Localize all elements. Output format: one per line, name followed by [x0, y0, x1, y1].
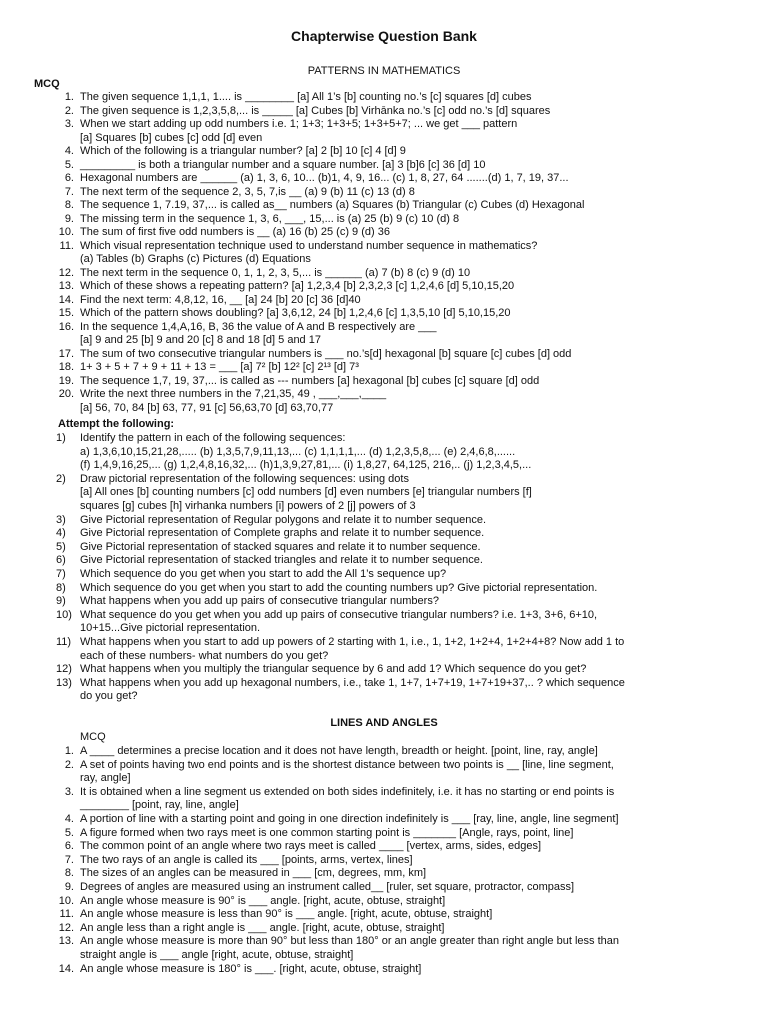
question-number: 2.: [64, 758, 74, 771]
question-number: 8.: [64, 199, 74, 211]
question-text: Which sequence do you get when you start to add the counting numbers up? Give pictorial representation.: [80, 581, 598, 594]
question-number: 12.: [58, 266, 74, 279]
question-number: 13.: [58, 280, 74, 292]
question-text: The given sequence is 1,2,3,5,8,... is _____ [a] Cubes [b] Virhānka no.’s [c] odd no.’s [d] squares: [80, 104, 551, 117]
question-text: Give Pictorial representation of stacked squares and relate it to number sequence.: [80, 540, 481, 553]
section-heading-patterns: PATTERNS IN MATHEMATICS: [307, 65, 461, 77]
question-text: An angle less than a right angle is ___ angle. [right, acute, obtuse, straight]: [80, 921, 445, 934]
question-text: Identify the pattern in each of the following sequences:: [80, 432, 346, 444]
question-number: 18.: [58, 361, 74, 373]
question-text: Hexagonal numbers are ______ (a) 1, 3, 6, 10... (b)1, 4, 9, 16... (c) 1, 8, 27, 64 .......(d) 1, 7, 19, 37...: [80, 172, 569, 184]
question-number: 8): [56, 581, 66, 594]
question-text: ray, angle]: [80, 772, 131, 785]
question-text: The next term in the sequence 0, 1, 1, 2, 3, 5,... is ______ (a) 7 (b) 8 (c) 9 (d) 10: [80, 266, 471, 279]
question-text: Give Pictorial representation of stacked triangles and relate it to number sequence.: [80, 554, 483, 567]
question-number: 2): [56, 472, 66, 485]
question-text: What sequence do you get when you add up pairs of consecutive triangular numbers? i.e. 1+3, 3+6, 6+10,: [80, 608, 598, 621]
question-number: 4): [56, 527, 66, 540]
question-text: The sequence 1,7, 19, 37,... is called as --- numbers [a] hexagonal [b] cubes [c] square [d] odd: [80, 374, 540, 387]
question-number: 12.: [58, 921, 74, 934]
question-text: straight angle is ___ angle [right, acute, obtuse, straight]: [80, 949, 354, 961]
question-text: An angle whose measure is more than 90° but less than 180° or an angle greater than right angle but less than: [80, 935, 619, 948]
question-number: 11.: [59, 239, 74, 252]
question-text: A set of points having two end points and is the shortest distance between two points is __ [line, line segment,: [80, 758, 614, 771]
question-text: What happens when you start to add up powers of 2 starting with 1, i.e., 1, 1+2, 1+2+4, 1+2+4+8? Now add 1 to: [80, 636, 625, 648]
question-number: 7.: [64, 853, 74, 866]
question-text: a) 1,3,6,10,15,21,28,..... (b) 1,3,5,7,9,11,13,... (c) 1,1,1,1,... (d) 1,2,3,5,8,... (e) 2,4,6,8,......: [80, 445, 516, 458]
question-text: In the sequence 1,4,A,16, B, 36 the value of A and B respectively are ___: [80, 320, 437, 333]
question-number: 15.: [58, 307, 74, 319]
question-number: 19.: [58, 374, 74, 387]
question-number: 3.: [64, 785, 74, 798]
question-number: 13.: [58, 935, 74, 948]
question-text: Write the next three numbers in the 7,21,35, 49 , ___,___,____: [80, 388, 387, 400]
question-text: [a] 56, 70, 84 [b] 63, 77, 91 [c] 56,63,70 [d] 63,70,77: [80, 401, 334, 414]
question-text: When we start adding up odd numbers i.e. 1; 1+3; 1+3+5; 1+3+5+7; ... we get ___ pattern: [80, 118, 518, 130]
question-number: 6.: [64, 172, 74, 184]
question-text: _________ is both a triangular number and a square number. [a] 3 [b]6 [c] 36 [d] 10: [80, 158, 486, 171]
question-number: 14.: [58, 962, 74, 975]
section-heading-lines-angles: LINES AND ANGLES: [330, 717, 438, 729]
question-number: 3): [56, 513, 66, 526]
question-text: The sequence 1, 7.19, 37,... is called as__ numbers (a) Squares (b) Triangular (c) Cubes (d) Hexagonal: [80, 199, 585, 211]
question-text: A figure formed when two rays meet is one common starting point is _______ [Angle, rays, point, line]: [80, 826, 574, 839]
question-text: Which sequence do you get when you start to add the All 1’s sequence up?: [80, 568, 447, 580]
question-text: The sum of two consecutive triangular numbers is ___ no.’s[d] hexagonal [b] square [c] cubes [d] odd: [80, 347, 572, 360]
question-text: Which of the pattern shows doubling? [a] 3,6,12, 24 [b] 1,2,4,6 [c] 1,3,5,10 [d] 5,10,15,20: [80, 307, 511, 319]
question-text: Give Pictorial representation of Complete graphs and relate it to number sequence.: [80, 527, 485, 540]
mcq-label-lines-angles: MCQ: [80, 731, 106, 743]
question-number: 13): [56, 676, 72, 689]
question-number: 1.: [64, 745, 74, 757]
question-number: 6): [56, 554, 66, 567]
question-number: 12): [56, 663, 72, 676]
question-number: 5.: [64, 826, 74, 839]
question-number: 7): [56, 568, 66, 580]
question-number: 3.: [64, 118, 74, 130]
question-text: The next term of the sequence 2, 3, 5, 7,is __ (a) 9 (b) 11 (c) 13 (d) 8: [80, 185, 415, 198]
question-text: The given sequence 1,1,1, 1.... is ________ [a] All 1’s [b] counting no.’s [c] squares [d] cubes: [80, 91, 532, 103]
question-number: 7.: [64, 185, 74, 198]
question-text: The common point of an angle where two rays meet is called ____ [vertex, arms, sides, edges]: [80, 840, 542, 853]
question-text: 10+15...Give pictorial representation.: [80, 622, 261, 635]
question-text: (a) Tables (b) Graphs (c) Pictures (d) Equations: [80, 253, 311, 265]
question-number: 16.: [58, 320, 74, 333]
question-text: Give Pictorial representation of Regular polygons and relate it to number sequence.: [80, 513, 487, 526]
question-number: 2.: [64, 104, 74, 117]
question-number: 1.: [64, 91, 74, 103]
question-text: What happens when you multiply the triangular sequence by 6 and add 1? Which sequence do you get?: [80, 663, 587, 676]
question-text: Degrees of angles are measured using an instrument called__ [ruler, set square, protractor, compass]: [80, 881, 575, 893]
question-number: 5): [56, 540, 66, 553]
question-text: [a] Squares [b] cubes [c] odd [d] even: [80, 131, 263, 144]
question-text: squares [g] cubes [h] virhanka numbers [i] powers of 2 [j] powers of 3: [80, 500, 416, 512]
question-text: [a] All ones [b] counting numbers [c] odd numbers [d] even numbers [e] triangular numbers [f]: [80, 486, 532, 499]
question-text: [a] 9 and 25 [b] 9 and 20 [c] 8 and 18 [d] 5 and 17: [80, 334, 321, 346]
question-number: 11.: [59, 908, 74, 921]
question-text: Draw pictorial representation of the following sequences: using dots: [80, 472, 409, 485]
question-text: (f) 1,4,9,16,25,... (g) 1,2,4,8,16,32,... (h)1,3,9,27,81,... (i) 1,8,27, 64,125, 216,.. (j) 1,2,3,4,5,...: [80, 459, 532, 472]
attempt-label: Attempt the following:: [58, 418, 175, 430]
question-number: 1): [56, 432, 66, 444]
question-text: A portion of line with a starting point and going in one direction indefinitely is ___ [ray, line, angle, line segment]: [80, 813, 619, 825]
question-number: 8.: [64, 867, 74, 880]
question-text: do you get?: [80, 690, 138, 703]
question-text: An angle whose measure is less than 90° is ___ angle. [right, acute, obtuse, straight]: [80, 908, 493, 921]
mcq-label-patterns: MCQ: [34, 78, 60, 90]
question-number: 10.: [58, 226, 74, 238]
question-text: ________ [point, ray, line, angle]: [80, 799, 239, 812]
question-number: 9): [56, 595, 66, 608]
question-text: An angle whose measure is 90° is ___ angle. [right, acute, obtuse, straight]: [80, 894, 446, 907]
question-number: 14.: [58, 293, 74, 306]
question-text: An angle whose measure is 180° is ___. [right, acute, obtuse, straight]: [80, 962, 422, 975]
question-number: 5.: [64, 158, 74, 171]
question-text: each of these numbers- what numbers do you get?: [80, 649, 329, 662]
question-text: The missing term in the sequence 1, 3, 6, ___, 15,... is (a) 25 (b) 9 (c) 10 (d) 8: [80, 212, 460, 225]
question-text: Which visual representation technique used to understand number sequence in mathematics?: [80, 239, 538, 252]
question-text: Which of these shows a repeating pattern? [a] 1,2,3,4 [b] 2,3,2,3 [c] 1,2,4,6 [d] 5,10,15,20: [80, 280, 515, 292]
question-number: 4.: [64, 813, 74, 825]
question-number: 11): [56, 636, 72, 648]
question-text: Which of the following is a triangular number? [a] 2 [b] 10 [c] 4 [d] 9: [80, 145, 406, 157]
question-number: 10): [56, 608, 72, 621]
question-number: 4.: [64, 145, 74, 157]
question-text: What happens when you add up pairs of consecutive triangular numbers?: [80, 595, 439, 608]
question-number: 10.: [58, 894, 74, 907]
question-number: 17.: [58, 347, 74, 360]
question-text: The sizes of an angles can be measured in ___ [cm, degrees, mm, km]: [80, 867, 427, 880]
question-text: Find the next term: 4,8,12, 16, __ [a] 24 [b] 20 [c] 36 [d]40: [80, 293, 361, 306]
question-number: 20.: [58, 388, 74, 400]
page-title: Chapterwise Question Bank: [291, 28, 477, 44]
question-text: 1+ 3 + 5 + 7 + 9 + 11 + 13 = ___ [a] 7² [b] 12² [c] 2¹³ [d] 7³: [80, 361, 359, 373]
question-text: The two rays of an angle is called its ___ [points, arms, vertex, lines]: [80, 853, 413, 866]
question-text: It is obtained when a line segment us extended on both sides indefinitely, i.e. it has no starting or end points is: [80, 785, 615, 798]
question-text: A ____ determines a precise location and it does not have length, breadth or height. [point, line, ray, angle]: [80, 745, 598, 757]
question-number: 9.: [64, 212, 74, 225]
question-number: 9.: [64, 881, 74, 893]
question-number: 6.: [64, 840, 74, 853]
question-text: What happens when you add up hexagonal numbers, i.e., take 1, 1+7, 1+7+19, 1+7+19+37,.. ? which sequence: [80, 676, 625, 689]
question-text: The sum of first five odd numbers is __ (a) 16 (b) 25 (c) 9 (d) 36: [80, 226, 390, 238]
